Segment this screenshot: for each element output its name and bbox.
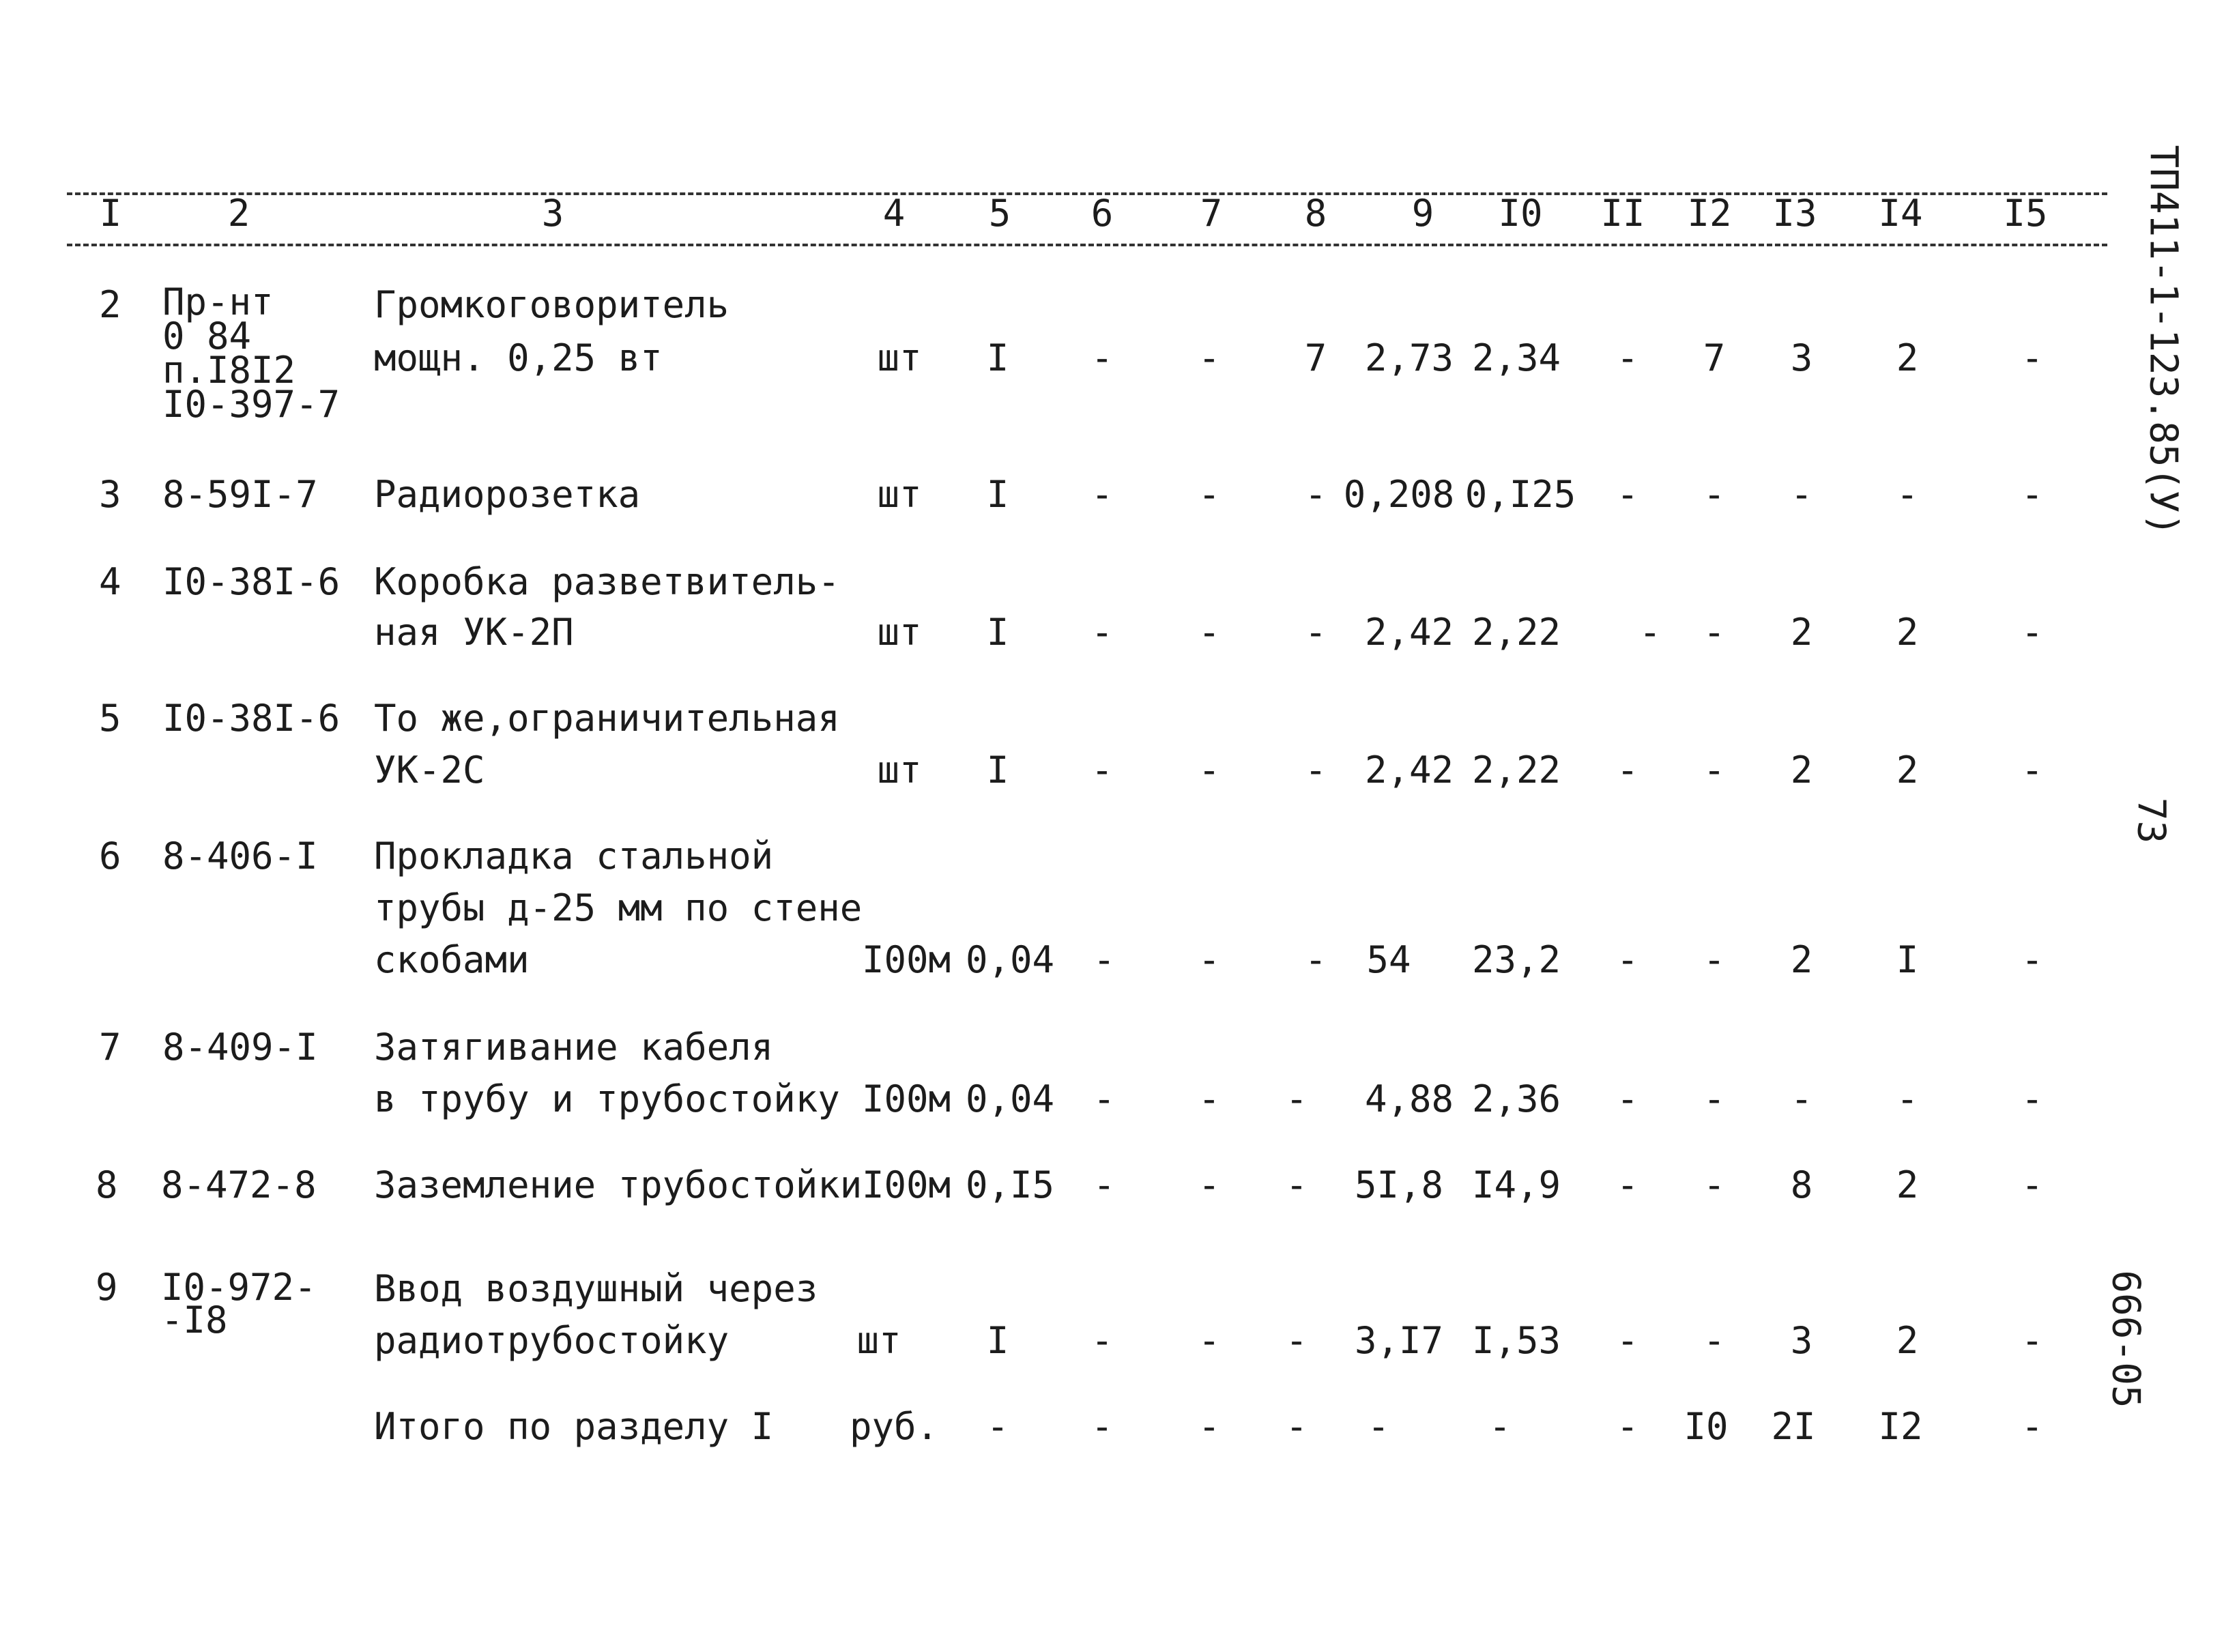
- row-col-10: 23,2: [1471, 938, 1561, 981]
- row-name-line: ная УК-2П: [374, 611, 574, 654]
- total-col-8: -: [1285, 1405, 1308, 1448]
- row-code-line: I0-38I-6: [162, 560, 341, 603]
- row-col-10: I4,9: [1471, 1163, 1561, 1206]
- row-col-11: -: [1616, 938, 1639, 981]
- row-qty: I: [986, 611, 1009, 654]
- row-col-13: 3: [1790, 336, 1813, 379]
- row-col-14: 2: [1896, 336, 1919, 379]
- total-col-15: -: [2021, 1405, 2044, 1448]
- total-col-14: I2: [1878, 1405, 1923, 1448]
- row-col-13: 8: [1790, 1163, 1813, 1206]
- row-col-10: I,53: [1471, 1319, 1561, 1362]
- row-unit: I00м: [861, 938, 951, 981]
- row-col-13: -: [1790, 473, 1813, 516]
- header-col-9: 9: [1411, 192, 1434, 235]
- row-code-line: I0-972-: [161, 1266, 317, 1309]
- row-col-8: -: [1304, 611, 1327, 654]
- row-col-9: 0,208: [1343, 473, 1455, 516]
- row-col-6: -: [1091, 749, 1114, 792]
- row-col-12: -: [1703, 611, 1726, 654]
- row-code-line: Пр-нт: [162, 280, 274, 323]
- row-col-7: -: [1198, 1319, 1221, 1362]
- row-unit: шт: [877, 749, 922, 792]
- row-name-line: Заземление трубостойки: [374, 1163, 863, 1206]
- row-col-8: -: [1285, 1319, 1308, 1362]
- row-col-7: -: [1198, 938, 1221, 981]
- row-name-line: Коробка разветвитель-: [374, 560, 840, 603]
- row-unit: шт: [877, 336, 922, 379]
- row-col-15: -: [2021, 938, 2044, 981]
- row-col-10: 2,22: [1471, 749, 1561, 792]
- row-col-8: -: [1285, 1163, 1308, 1206]
- row-name-line: радиотрубостойку: [374, 1319, 730, 1362]
- row-qty: 0,04: [965, 1077, 1055, 1120]
- row-col-6: -: [1091, 1319, 1114, 1362]
- row-col-6: -: [1093, 938, 1116, 981]
- total-label: Итого по разделу I: [374, 1405, 774, 1448]
- header-col-7: 7: [1200, 192, 1223, 235]
- row-col-15: -: [2021, 1077, 2044, 1120]
- row-col-14: I: [1896, 938, 1919, 981]
- row-qty: I: [986, 1319, 1009, 1362]
- total-col-9: -: [1367, 1405, 1390, 1448]
- row-col-9: 3,I7: [1354, 1319, 1444, 1362]
- row-name-line: Громкоговоритель: [374, 283, 730, 326]
- row-qty: I: [986, 473, 1009, 516]
- row-col-14: -: [1896, 1077, 1919, 1120]
- row-unit: I00м: [861, 1077, 951, 1120]
- header-col-13: I3: [1772, 192, 1817, 235]
- row-col-10: 2,22: [1471, 611, 1561, 654]
- row-qty: 0,I5: [965, 1163, 1055, 1206]
- header-col-12: I2: [1687, 192, 1732, 235]
- row-col-15: -: [2021, 611, 2044, 654]
- row-col-7: -: [1198, 611, 1221, 654]
- row-col-14: -: [1896, 473, 1919, 516]
- row-name-line: скобами: [374, 938, 530, 981]
- row-col-14: 2: [1896, 1319, 1919, 1362]
- row-col-11: -: [1616, 749, 1639, 792]
- total-col-12: I0: [1684, 1405, 1729, 1448]
- row-code-line: I0-397-7: [162, 383, 341, 426]
- row-col-8: -: [1304, 473, 1327, 516]
- row-col-8: -: [1304, 749, 1327, 792]
- row-col-6: -: [1091, 611, 1114, 654]
- side-page-number: 73: [2128, 797, 2174, 844]
- row-number: 6: [99, 835, 121, 878]
- header-col-4: 4: [882, 192, 906, 235]
- row-code-line: 8-409-I: [162, 1026, 318, 1069]
- row-col-11: -: [1616, 1077, 1639, 1120]
- row-col-10: 2,34: [1471, 336, 1561, 379]
- header-col-8: 8: [1304, 192, 1327, 235]
- row-col-9: 4,88: [1364, 1077, 1454, 1120]
- row-col-12: -: [1703, 473, 1726, 516]
- row-col-13: 2: [1790, 611, 1813, 654]
- total-col-6: -: [1091, 1405, 1114, 1448]
- row-col-14: 2: [1896, 749, 1919, 792]
- header-col-15: I5: [2003, 192, 2048, 235]
- row-col-14: 2: [1896, 1163, 1919, 1206]
- row-code-line: 8-472-8: [161, 1163, 317, 1206]
- total-qty: -: [986, 1405, 1009, 1448]
- row-code-line: -I8: [161, 1299, 228, 1342]
- row-code-line: 8-59I-7: [162, 473, 318, 516]
- row-col-11: -: [1616, 1319, 1639, 1362]
- row-col-13: 3: [1790, 1319, 1813, 1362]
- row-number: 4: [99, 560, 121, 603]
- side-document-code: ТП411-1-123.85(У): [2141, 145, 2186, 536]
- row-unit: I00м: [861, 1163, 951, 1206]
- row-col-8: -: [1285, 1077, 1308, 1120]
- row-col-6: -: [1091, 336, 1114, 379]
- row-name-line: трубы д-25 мм по стене: [374, 886, 863, 929]
- row-col-10: 0,I25: [1464, 473, 1576, 516]
- row-name-line: Прокладка стальной: [374, 835, 774, 878]
- row-name-line: Радиорозетка: [374, 473, 641, 516]
- row-number: 9: [96, 1266, 118, 1309]
- header-col-2: 2: [227, 192, 250, 235]
- row-col-15: -: [2021, 1319, 2044, 1362]
- row-col-8: 7: [1304, 336, 1327, 379]
- row-code-line: I0-38I-6: [162, 697, 341, 740]
- row-col-8: -: [1304, 938, 1327, 981]
- row-number: 2: [99, 283, 121, 326]
- row-name-line: Затягивание кабеля: [374, 1026, 774, 1069]
- header-col-1: I: [99, 192, 122, 235]
- row-unit: шт: [877, 473, 922, 516]
- row-unit: шт: [877, 611, 922, 654]
- row-name-line: Ввод воздушный через: [374, 1267, 818, 1310]
- total-col-7: -: [1198, 1405, 1221, 1448]
- row-unit: шт: [856, 1319, 901, 1362]
- row-col-7: -: [1198, 1163, 1221, 1206]
- row-col-9: 2,42: [1364, 611, 1454, 654]
- row-col-7: -: [1198, 1077, 1221, 1120]
- header-col-11: II: [1600, 192, 1645, 235]
- row-col-13: 2: [1790, 749, 1813, 792]
- row-col-13: -: [1790, 1077, 1813, 1120]
- header-col-14: I4: [1878, 192, 1923, 235]
- row-col-9: 2,42: [1364, 749, 1454, 792]
- row-col-12: -: [1703, 749, 1726, 792]
- row-col-9: 5I,8: [1354, 1163, 1444, 1206]
- row-col-7: -: [1198, 473, 1221, 516]
- row-code-line: п.I8I2: [162, 349, 296, 392]
- header-bottom-rule: [67, 244, 2107, 246]
- row-col-11: -: [1616, 336, 1639, 379]
- row-name-line: То же,ограничительная: [374, 697, 840, 740]
- row-col-13: 2: [1790, 938, 1813, 981]
- row-col-15: -: [2021, 336, 2044, 379]
- side-sheet-number: 666-05: [2103, 1270, 2148, 1408]
- row-col-9: 54: [1366, 938, 1411, 981]
- row-qty: I: [986, 336, 1009, 379]
- row-col-9: 2,73: [1364, 336, 1454, 379]
- row-col-12: -: [1703, 938, 1726, 981]
- row-col-11: -: [1616, 1163, 1639, 1206]
- row-col-15: -: [2021, 1163, 2044, 1206]
- row-name-line: УК-2С: [374, 749, 485, 792]
- header-col-6: 6: [1091, 192, 1114, 235]
- total-col-11: -: [1616, 1405, 1639, 1448]
- row-col-12: -: [1703, 1163, 1726, 1206]
- row-col-7: -: [1198, 749, 1221, 792]
- row-col-14: 2: [1896, 611, 1919, 654]
- row-col-15: -: [2021, 749, 2044, 792]
- row-number: 3: [99, 473, 121, 516]
- total-unit: руб.: [849, 1405, 939, 1448]
- row-col-12: -: [1703, 1319, 1726, 1362]
- row-number: 8: [96, 1163, 118, 1206]
- total-col-13: 2I: [1771, 1405, 1816, 1448]
- row-qty: I: [986, 749, 1009, 792]
- header-col-10: I0: [1498, 192, 1543, 235]
- row-name-line: мощн. 0,25 вт: [374, 336, 663, 379]
- row-qty: 0,04: [965, 938, 1055, 981]
- row-name-line: в трубу и трубостойку: [374, 1077, 840, 1120]
- row-col-6: -: [1091, 473, 1114, 516]
- row-code-line: 0 84: [162, 315, 252, 358]
- row-number: 5: [99, 697, 121, 740]
- row-col-6: -: [1093, 1163, 1116, 1206]
- row-col-6: -: [1093, 1077, 1116, 1120]
- header-col-5: 5: [988, 192, 1011, 235]
- row-col-12: -: [1703, 1077, 1726, 1120]
- row-col-11: -: [1616, 473, 1639, 516]
- total-col-10: -: [1488, 1405, 1512, 1448]
- header-col-3: 3: [541, 192, 564, 235]
- row-code-line: 8-406-I: [162, 835, 318, 878]
- row-col-12: 7: [1703, 336, 1726, 379]
- row-col-10: 2,36: [1471, 1077, 1561, 1120]
- row-col-15: -: [2021, 473, 2044, 516]
- row-col-11: -: [1638, 611, 1662, 654]
- row-number: 7: [99, 1026, 121, 1069]
- row-col-7: -: [1198, 336, 1221, 379]
